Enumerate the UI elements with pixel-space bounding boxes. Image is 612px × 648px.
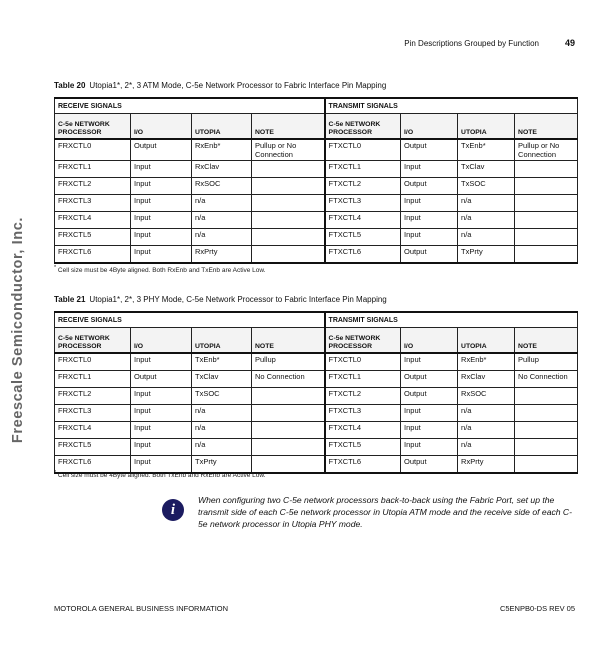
table-cell: Input bbox=[131, 388, 192, 405]
table-cell: TxClav bbox=[192, 371, 252, 388]
table-cell: Input bbox=[131, 405, 192, 422]
table-cell: FRXCTL1 bbox=[55, 161, 131, 178]
table-row bbox=[55, 246, 578, 264]
table-row bbox=[55, 178, 578, 195]
table-cell: FRXCTL0 bbox=[55, 353, 131, 371]
table-cell bbox=[252, 229, 325, 246]
table-cell: Input bbox=[131, 212, 192, 229]
page-number: 49 bbox=[564, 38, 575, 48]
table21 bbox=[54, 311, 578, 474]
table-cell bbox=[515, 405, 578, 422]
column-header: UTOPIA bbox=[192, 328, 252, 354]
table-cell: Input bbox=[401, 422, 458, 439]
table-cell bbox=[515, 439, 578, 456]
table-cell bbox=[515, 161, 578, 178]
table-cell: Input bbox=[131, 456, 192, 474]
table-cell bbox=[252, 161, 325, 178]
table-cell bbox=[252, 405, 325, 422]
table-cell bbox=[252, 439, 325, 456]
column-header: C-5e NETWORK PROCESSOR bbox=[55, 114, 131, 140]
table-cell: Input bbox=[401, 212, 458, 229]
table-cell: FTXCTL4 bbox=[325, 212, 401, 229]
column-header: NOTE bbox=[252, 328, 325, 354]
table20-caption bbox=[54, 81, 386, 90]
table-cell: Input bbox=[401, 405, 458, 422]
table-row bbox=[55, 353, 578, 371]
table-cell: Input bbox=[131, 195, 192, 212]
table-cell: Output bbox=[401, 371, 458, 388]
table-cell: n/a bbox=[192, 405, 252, 422]
table-cell: Output bbox=[401, 178, 458, 195]
table-cell: RxPrty bbox=[458, 456, 515, 474]
table-cell: RxEnb* bbox=[192, 139, 252, 161]
table-cell: FTXCTL6 bbox=[325, 456, 401, 474]
column-header: NOTE bbox=[515, 328, 578, 354]
table-cell: Input bbox=[131, 229, 192, 246]
column-header: NOTE bbox=[252, 114, 325, 140]
table-cell: TxPrty bbox=[458, 246, 515, 264]
column-header: C-5e NETWORK PROCESSOR bbox=[325, 328, 401, 354]
table-cell bbox=[252, 212, 325, 229]
table-cell: No Connection bbox=[515, 371, 578, 388]
table-cell bbox=[252, 246, 325, 264]
table20-header-row bbox=[55, 114, 578, 140]
table-cell: FTXCTL3 bbox=[325, 405, 401, 422]
table-cell bbox=[515, 388, 578, 405]
column-header: UTOPIA bbox=[458, 114, 515, 140]
table-cell: FRXCTL0 bbox=[55, 139, 131, 161]
table-cell: FRXCTL4 bbox=[55, 422, 131, 439]
table21-number: Table 21 bbox=[54, 295, 86, 304]
table20 bbox=[54, 97, 578, 264]
side-banner-text: Freescale Semiconductor, Inc. bbox=[10, 216, 26, 444]
table-cell: TxClav bbox=[458, 161, 515, 178]
table-row bbox=[55, 371, 578, 388]
table-cell: n/a bbox=[458, 405, 515, 422]
table-cell: Output bbox=[401, 246, 458, 264]
table-cell bbox=[252, 195, 325, 212]
table-cell: FTXCTL5 bbox=[325, 229, 401, 246]
table-cell: Pullup bbox=[515, 353, 578, 371]
table21-caption bbox=[54, 295, 387, 304]
table-cell: RxSOC bbox=[192, 178, 252, 195]
table-row bbox=[55, 405, 578, 422]
table-cell: FRXCTL2 bbox=[55, 178, 131, 195]
table-cell: Input bbox=[131, 439, 192, 456]
table-cell: n/a bbox=[192, 439, 252, 456]
table-cell: FRXCTL3 bbox=[55, 195, 131, 212]
table-cell bbox=[515, 178, 578, 195]
table-cell: RxSOC bbox=[458, 388, 515, 405]
table20-title: Utopia1*, 2*, 3 ATM Mode, C-5e Network Processor to Fabric Interface Pin Mapping bbox=[89, 81, 387, 90]
table-cell bbox=[515, 229, 578, 246]
table21-title: Utopia1*, 2*, 3 PHY Mode, C-5e Network Processor to Fabric Interface Pin Mapping bbox=[89, 295, 387, 304]
table-cell: Output bbox=[401, 456, 458, 474]
table-cell: FRXCTL6 bbox=[55, 456, 131, 474]
table-cell: FTXCTL6 bbox=[325, 246, 401, 264]
receive-signals-label: RECEIVE SIGNALS bbox=[55, 312, 325, 328]
table-cell: Output bbox=[131, 139, 192, 161]
table-cell: n/a bbox=[458, 195, 515, 212]
footnote-mark: * bbox=[54, 265, 57, 271]
table-row bbox=[55, 439, 578, 456]
table-cell: Input bbox=[131, 178, 192, 195]
table-cell: RxEnb* bbox=[458, 353, 515, 371]
table-cell: FTXCTL1 bbox=[325, 371, 401, 388]
table20-footnote bbox=[54, 265, 266, 274]
table-cell: Output bbox=[401, 139, 458, 161]
table-cell: n/a bbox=[192, 422, 252, 439]
table-cell: FTXCTL0 bbox=[325, 353, 401, 371]
table-cell: FTXCTL3 bbox=[325, 195, 401, 212]
table-cell: TxPrty bbox=[192, 456, 252, 474]
header-title: Pin Descriptions Grouped by Function bbox=[404, 39, 539, 48]
table-cell: Pullup or No Connection bbox=[515, 139, 578, 161]
table-cell: Input bbox=[401, 195, 458, 212]
column-header: C-5e NETWORK PROCESSOR bbox=[325, 114, 401, 140]
receive-signals-label: RECEIVE SIGNALS bbox=[55, 98, 325, 114]
info-icon: i bbox=[162, 499, 184, 521]
table-cell: FRXCTL6 bbox=[55, 246, 131, 264]
table-cell: Output bbox=[401, 388, 458, 405]
table-cell: RxPrty bbox=[192, 246, 252, 264]
table-row bbox=[55, 161, 578, 178]
table-cell: FTXCTL0 bbox=[325, 139, 401, 161]
table-cell: FRXCTL5 bbox=[55, 439, 131, 456]
table-cell: FRXCTL5 bbox=[55, 229, 131, 246]
column-header: I/O bbox=[131, 114, 192, 140]
table-cell: Output bbox=[131, 371, 192, 388]
table-cell: TxSOC bbox=[192, 388, 252, 405]
table-cell: FRXCTL2 bbox=[55, 388, 131, 405]
table-cell: FTXCTL4 bbox=[325, 422, 401, 439]
table-cell: Input bbox=[401, 439, 458, 456]
table-row bbox=[55, 388, 578, 405]
table-cell: RxClav bbox=[458, 371, 515, 388]
footer-right: C5ENPB0-DS REV 05 bbox=[499, 604, 575, 613]
footnote-text: Cell size must be 4Byte aligned. Both RxEnb and TxEnb are Active Low. bbox=[57, 267, 266, 275]
table-cell: n/a bbox=[458, 439, 515, 456]
table-cell: TxSOC bbox=[458, 178, 515, 195]
table-cell: Input bbox=[401, 353, 458, 371]
table-row bbox=[55, 229, 578, 246]
column-header: I/O bbox=[401, 114, 458, 140]
table-cell: Input bbox=[401, 161, 458, 178]
table-cell: No Connection bbox=[252, 371, 325, 388]
table-cell: FRXCTL3 bbox=[55, 405, 131, 422]
table20-number: Table 20 bbox=[54, 81, 86, 90]
note-text: When configuring two C-5e network processors back-to-back using the Fabric Port, set up the transmit side of each C-5e network processor in Utopia ATM mode and the receive side of each C-5e network processor in Utopia PHY mode. bbox=[198, 495, 572, 529]
table-cell bbox=[515, 212, 578, 229]
table-cell: n/a bbox=[192, 195, 252, 212]
column-header: UTOPIA bbox=[192, 114, 252, 140]
table-cell: n/a bbox=[458, 212, 515, 229]
table-cell bbox=[252, 388, 325, 405]
footnote-mark: * bbox=[54, 470, 57, 476]
table-cell: FRXCTL1 bbox=[55, 371, 131, 388]
table-cell bbox=[252, 422, 325, 439]
side-banner bbox=[8, 180, 28, 480]
column-header: NOTE bbox=[515, 114, 578, 140]
table-cell: Input bbox=[131, 246, 192, 264]
table-cell: n/a bbox=[192, 229, 252, 246]
table-cell: TxEnb* bbox=[458, 139, 515, 161]
table-cell: Input bbox=[131, 353, 192, 371]
table-cell: FRXCTL4 bbox=[55, 212, 131, 229]
table-row bbox=[55, 195, 578, 212]
table21-footnote bbox=[54, 470, 266, 479]
table-cell: n/a bbox=[458, 422, 515, 439]
transmit-signals-label: TRANSMIT SIGNALS bbox=[325, 312, 578, 328]
table-cell bbox=[252, 178, 325, 195]
table-row bbox=[55, 212, 578, 229]
table-cell bbox=[515, 246, 578, 264]
table-cell bbox=[515, 456, 578, 474]
table-cell: Input bbox=[131, 422, 192, 439]
table-row bbox=[55, 139, 578, 161]
page-header bbox=[404, 38, 575, 48]
table-cell: Pullup bbox=[252, 353, 325, 371]
table-row bbox=[55, 422, 578, 439]
table-cell: Pullup or No Connection bbox=[252, 139, 325, 161]
table-cell bbox=[515, 195, 578, 212]
footer-left: MOTOROLA GENERAL BUSINESS INFORMATION bbox=[54, 604, 229, 613]
table-cell: Input bbox=[131, 161, 192, 178]
table-cell bbox=[515, 422, 578, 439]
table21-section-row bbox=[55, 312, 578, 328]
table21-header-row bbox=[55, 328, 578, 354]
column-header: I/O bbox=[401, 328, 458, 354]
table-cell: RxClav bbox=[192, 161, 252, 178]
table20-section-row bbox=[55, 98, 578, 114]
table-cell: n/a bbox=[458, 229, 515, 246]
table-cell: FTXCTL1 bbox=[325, 161, 401, 178]
column-header: I/O bbox=[131, 328, 192, 354]
table-cell: Input bbox=[401, 229, 458, 246]
table-cell: TxEnb* bbox=[192, 353, 252, 371]
column-header: C-5e NETWORK PROCESSOR bbox=[55, 328, 131, 354]
table-cell: FTXCTL2 bbox=[325, 178, 401, 195]
footnote-text: Cell size must be 4Byte aligned. Both TxEnb and RxEnb are Active Low. bbox=[57, 472, 266, 480]
column-header: UTOPIA bbox=[458, 328, 515, 354]
transmit-signals-label: TRANSMIT SIGNALS bbox=[325, 98, 578, 114]
table-cell: FTXCTL2 bbox=[325, 388, 401, 405]
table-cell: FTXCTL5 bbox=[325, 439, 401, 456]
table-cell: n/a bbox=[192, 212, 252, 229]
